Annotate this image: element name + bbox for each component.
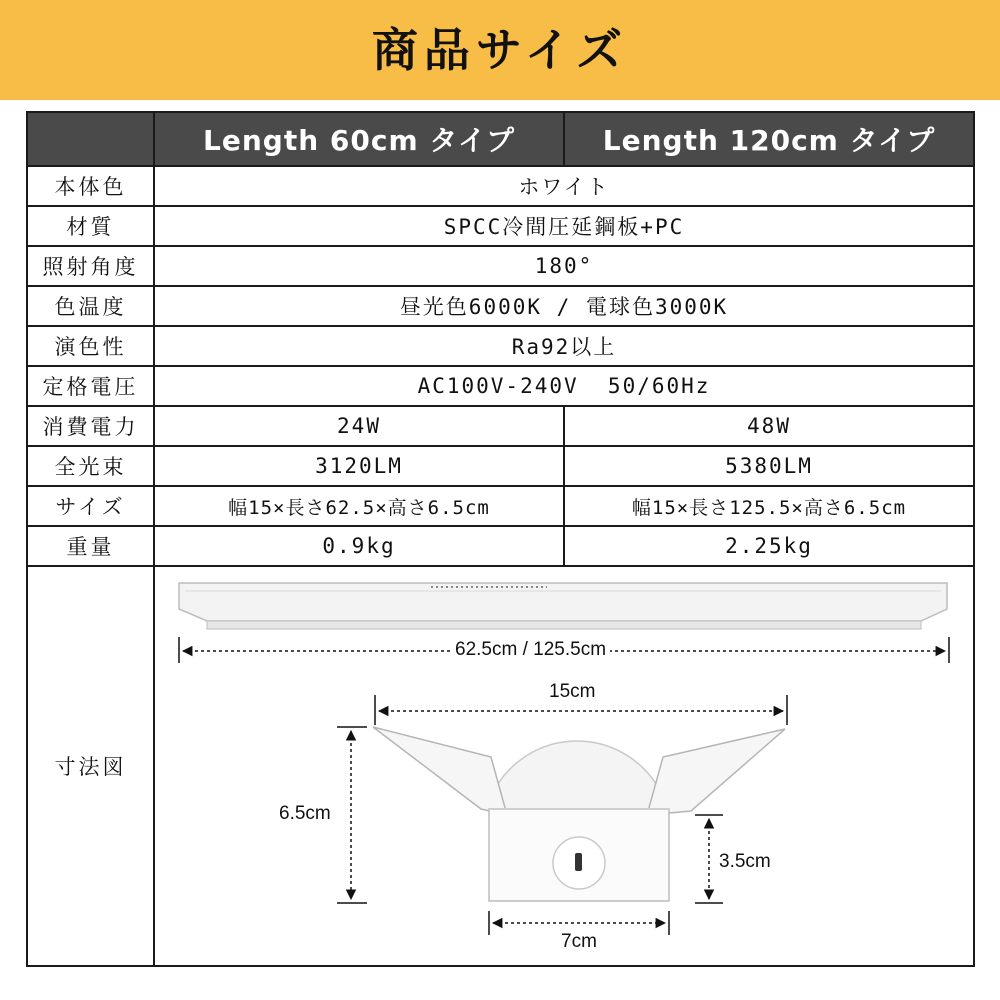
row-label: 全光束 (27, 446, 154, 486)
row-label: 演色性 (27, 326, 154, 366)
row-label: 色温度 (27, 286, 154, 326)
row-value-60cm: 3120LM (154, 446, 564, 486)
row-value: Ra92以上 (154, 326, 974, 366)
row-value: 180° (154, 246, 974, 286)
base-width-label: 7cm (561, 931, 597, 952)
table-row (27, 166, 974, 206)
height-dimension-line (337, 727, 367, 903)
fixture-side-view (179, 583, 947, 629)
table-row (27, 366, 974, 406)
row-label: 本体色 (27, 166, 154, 206)
table-row (27, 246, 974, 286)
row-label: 重量 (27, 526, 154, 566)
row-value: 昼光色6000K / 電球色3000K (154, 286, 974, 326)
row-label: 照射角度 (27, 246, 154, 286)
length-label: 62.5cm / 125.5cm (451, 639, 610, 661)
row-value-120cm: 48W (564, 406, 974, 446)
row-label: 定格電圧 (27, 366, 154, 406)
dimension-cell (154, 566, 974, 966)
row-value-60cm: 0.9kg (154, 526, 564, 566)
dimension-label: 寸法図 (27, 566, 154, 966)
table-row (27, 526, 974, 566)
row-label: 消費電力 (27, 406, 154, 446)
table-row (27, 326, 974, 366)
table-row (27, 406, 974, 446)
header-120cm: Length 120cm タイプ (564, 112, 974, 166)
height-label: 6.5cm (279, 803, 331, 824)
row-value-120cm: 5380LM (564, 446, 974, 486)
table-row (27, 206, 974, 246)
row-value-120cm: 2.25kg (564, 526, 974, 566)
fixture-cross-section (373, 727, 785, 901)
row-label: サイズ (27, 486, 154, 526)
base-height-label: 3.5cm (719, 851, 771, 872)
table-row (27, 446, 974, 486)
row-value: SPCC冷間圧延鋼板+PC (154, 206, 974, 246)
header-corner (27, 112, 154, 166)
dimension-diagram (155, 567, 973, 965)
row-value-60cm: 24W (154, 406, 564, 446)
table-row (27, 286, 974, 326)
table-row (27, 486, 974, 526)
row-value-60cm: 幅15×長さ62.5×高さ6.5cm (154, 486, 564, 526)
row-value: AC100V-240V 50/60Hz (154, 366, 974, 406)
row-label: 材質 (27, 206, 154, 246)
dimension-row (27, 566, 974, 966)
row-value-120cm: 幅15×長さ125.5×高さ6.5cm (564, 486, 974, 526)
spec-table (26, 111, 975, 967)
header-60cm: Length 60cm タイプ (154, 112, 564, 166)
width-label: 15cm (549, 681, 596, 702)
diagram-drawing (155, 567, 973, 965)
table-header-row (27, 112, 974, 166)
row-value: ホワイト (154, 166, 974, 206)
title-banner (0, 0, 1000, 100)
page-title: 商品サイズ (371, 23, 629, 77)
